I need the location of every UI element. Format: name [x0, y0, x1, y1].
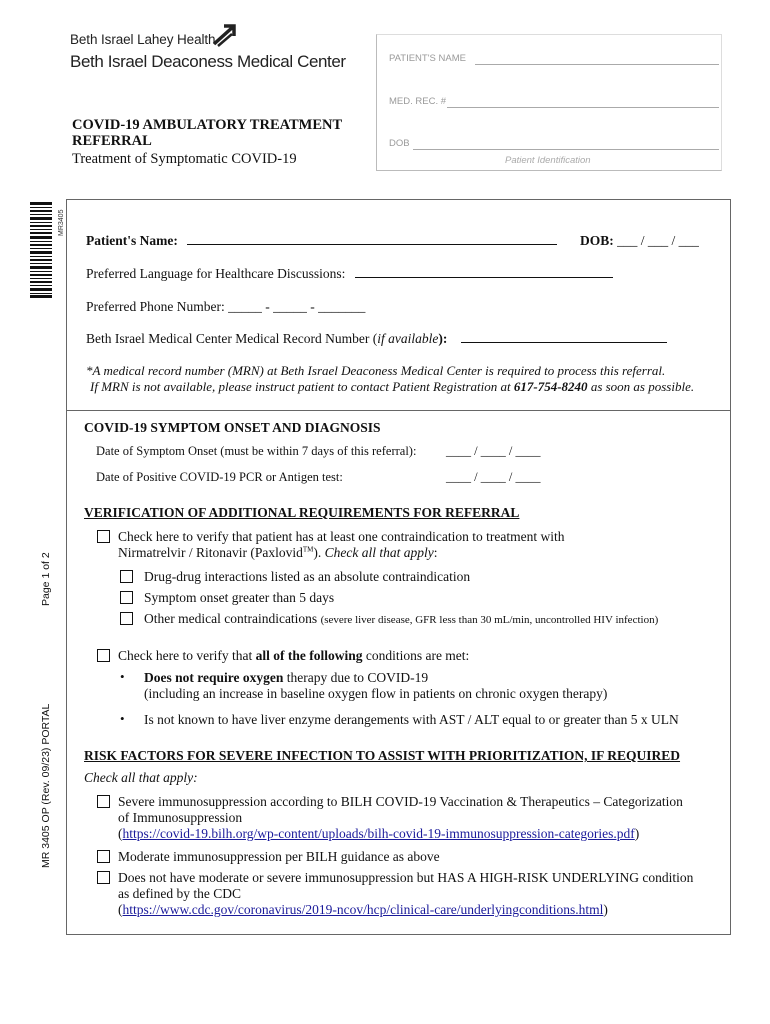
contraindication-line1: Check here to verify that patient has at least one contraindication to treatment with: [118, 529, 565, 544]
check2-pre: Check here to verify that: [118, 648, 256, 663]
form-title: [72, 117, 372, 149]
mrn-label-pre: Beth Israel Medical Center Medical Record Number (: [86, 331, 378, 346]
language-input[interactable]: [355, 277, 613, 278]
check1-colon: :: [433, 545, 438, 560]
risk-heading: RISK FACTORS FOR SEVERE INFECTION TO ASSIST WITH PRIORITIZATION, IF REQUIRED: [84, 748, 681, 763]
drug-interaction-label: Drug-drug interactions listed as an absolute contraindication: [144, 569, 471, 584]
title-line2: REFERRAL: [72, 133, 152, 149]
mrn-note-line2: [90, 379, 694, 395]
onset-5-days-label: Symptom onset greater than 5 days: [144, 590, 335, 605]
paxlovid-text: Nirmatrelvir / Ritonavir (Paxlovid: [118, 545, 303, 560]
symptom-onset-label: Date of Symptom Onset (must be within 7 days of this referral):: [96, 444, 417, 458]
moderate-immuno-label: Moderate immunosuppression per BILH guidance as above: [118, 849, 440, 864]
no-oxygen-line2: (including an increase in baseline oxygen flow in patients on chronic oxygen therapy): [144, 686, 608, 701]
patient-dob-row: [580, 233, 699, 249]
pt-dob-field[interactable]: [389, 138, 410, 149]
other-contraindication-note: (severe liver disease, GFR less than 30 mL/min, uncontrolled HIV infection): [320, 614, 659, 626]
logo-line1: Beth Israel Lahey Health: [70, 32, 216, 47]
pt-caption: Patient Identification: [505, 155, 591, 166]
cdc-link[interactable]: https://www.cdc.gov/coronavirus/2019-ncov/hcp/clinical-care/underlyingconditions.html: [122, 902, 604, 917]
patient-name-row: [86, 233, 557, 249]
patient-identification-box: [376, 34, 722, 171]
form-revision: MR 3405 OP (Rev. 09/23) PORTAL: [40, 703, 52, 868]
high-risk-checkbox[interactable]: [97, 871, 110, 884]
pt-mrn-field[interactable]: [389, 96, 446, 107]
patient-dob-input[interactable]: ___ / ___ / ___: [617, 233, 699, 248]
contraindication-checkbox[interactable]: [97, 530, 110, 543]
title-line1: COVID-19 AMBULATORY TREATMENT: [72, 117, 343, 133]
check2-post: conditions are met:: [362, 648, 470, 663]
phone-label: Preferred Phone Number:: [86, 299, 225, 314]
pt-name-field[interactable]: [389, 53, 466, 64]
mrn-input[interactable]: [461, 342, 667, 343]
bilh-logo: [70, 22, 370, 76]
severe-immuno-checkbox[interactable]: [97, 795, 110, 808]
note-line2-pre: If MRN is not available, please instruct patient to contact Patient Registration at: [90, 379, 514, 394]
note-line2-post: as soon as possible.: [587, 379, 695, 394]
drug-interaction-checkbox[interactable]: [120, 570, 133, 583]
patient-dob-label: DOB:: [580, 233, 614, 248]
liver-enzyme-label: Is not known to have liver enzyme derangements with AST / ALT equal to or greater than 5 x ULN: [144, 712, 679, 727]
mrn-row: [86, 331, 667, 347]
no-oxygen-line1: [144, 670, 428, 686]
page-number: Page 1 of 2: [40, 552, 52, 606]
barcode-image: [30, 202, 52, 298]
high-risk-line1: Does not have moderate or severe immunosuppression but HAS A HIGH-RISK UNDERLYING condition: [118, 870, 694, 885]
bullet-icon: •: [120, 711, 125, 726]
other-contraindication-label: [144, 611, 658, 627]
high-risk-line2: as defined by the CDC: [118, 886, 241, 901]
check2-bold: all of the following: [255, 648, 363, 663]
mrn-label-italic: if available: [377, 331, 439, 346]
logo-arrow-icon: [212, 22, 240, 48]
verification-heading: VERIFICATION OF ADDITIONAL REQUIREMENTS FOR REFERRAL: [84, 505, 520, 520]
barcode-label: MR3405: [58, 209, 65, 236]
check1-mid: ).: [313, 545, 325, 560]
onset-5-days-checkbox[interactable]: [120, 591, 133, 604]
patient-name-label: Patient's Name:: [86, 233, 178, 248]
severe-immuno-line1: Severe immunosuppression according to BILH COVID-19 Vaccination & Therapeutics – Categorization: [118, 794, 683, 809]
patient-name-input[interactable]: [187, 244, 557, 245]
positive-test-label: Date of Positive COVID-19 PCR or Antigen test:: [96, 470, 343, 484]
pt-name-label: PATIENT'S NAME: [389, 53, 466, 64]
check-all-apply-text: Check all that apply: [324, 545, 434, 560]
conditions-met-label: [118, 648, 469, 664]
onset-heading: COVID-19 SYMPTOM ONSET AND DIAGNOSIS: [84, 420, 381, 435]
other-contraindication-checkbox[interactable]: [120, 612, 133, 625]
mrn-label-post: ):: [438, 331, 448, 346]
symptom-onset-input[interactable]: ____ / ____ / ____: [446, 444, 541, 458]
other-contraindication-text: Other medical contraindications: [144, 611, 318, 626]
form-subtitle: Treatment of Symptomatic COVID-19: [72, 151, 297, 167]
registration-phone: 617-754-8240: [513, 379, 588, 394]
phone-input[interactable]: _____ - _____ - _______: [228, 299, 366, 314]
severe-immuno-link-row: (https://covid-19.bilh.org/wp-content/uploads/bilh-covid-19-immunosuppression-categories.pdf): [118, 826, 640, 841]
bullet-icon: •: [120, 669, 125, 684]
no-oxygen-rest: therapy due to COVID-19: [283, 670, 429, 685]
moderate-immuno-checkbox[interactable]: [97, 850, 110, 863]
positive-test-input[interactable]: ____ / ____ / ____: [446, 470, 541, 484]
bilh-immuno-link[interactable]: https://covid-19.bilh.org/wp-content/uploads/bilh-covid-19-immunosuppression-categories.pdf: [122, 826, 635, 841]
conditions-met-checkbox[interactable]: [97, 649, 110, 662]
pt-mrn-label: MED. REC. #: [389, 96, 447, 107]
high-risk-link-row: (https://www.cdc.gov/coronavirus/2019-ncov/hcp/clinical-care/underlyingconditions.html): [118, 902, 608, 917]
contraindication-line2: [118, 545, 437, 561]
pt-dob-label: DOB: [389, 138, 410, 149]
risk-subheading: Check all that apply:: [84, 770, 198, 785]
section-divider: [66, 410, 731, 411]
logo-line2: Beth Israel Deaconess Medical Center: [70, 52, 346, 71]
language-label: Preferred Language for Healthcare Discussions:: [86, 266, 346, 281]
language-row: [86, 266, 613, 282]
trademark: TM: [302, 545, 314, 554]
severe-immuno-line2: of Immunosuppression: [118, 810, 243, 825]
phone-row: [86, 299, 365, 315]
no-oxygen-bold: Does not require oxygen: [144, 670, 284, 685]
mrn-note-line1: *A medical record number (MRN) at Beth Israel Deaconess Medical Center is required to process this referral.: [86, 363, 666, 378]
